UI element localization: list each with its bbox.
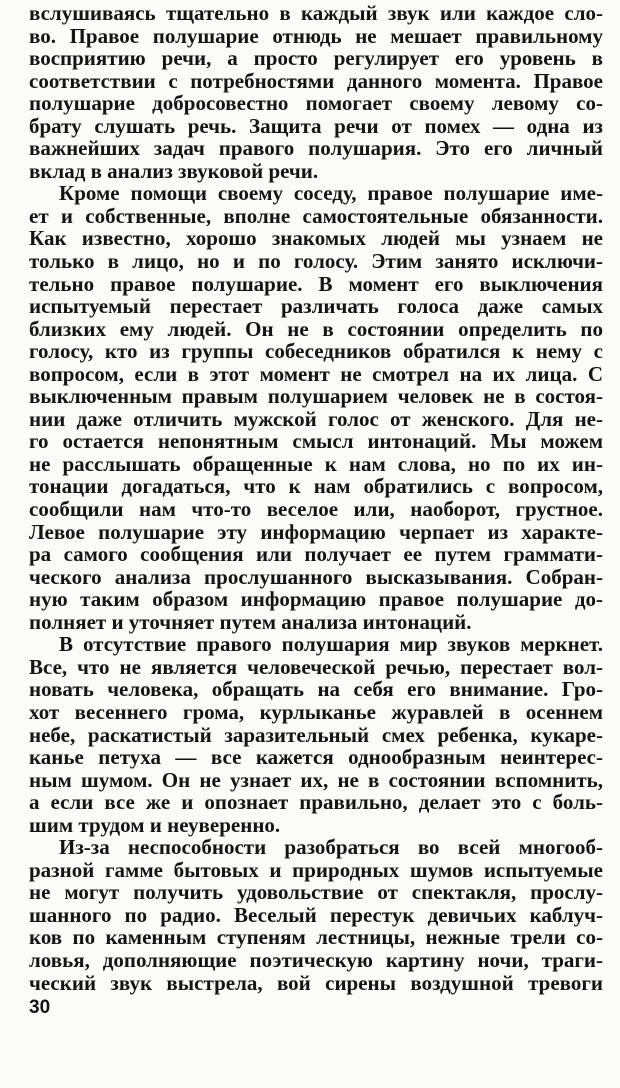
text-line: вслушиваясь тщательно в каждый звук или каждое сло- bbox=[29, 1, 603, 25]
text-line: небе, раскатистый заразительный смех ребенка, кукаре- bbox=[29, 722, 603, 747]
text-line: Из-за неспособности разобраться во всей многооб- bbox=[59, 835, 603, 860]
text-line: не могут получить удовольствие от спектакля, прослу- bbox=[29, 880, 603, 905]
text-line: В отсутствие правого полушария мир звуков меркнет. bbox=[59, 632, 603, 657]
text-line: во. Правое полушарие отнюдь не мешает правильному bbox=[29, 23, 603, 48]
text-line: голосу, кто из группы собеседников обратился к нему с bbox=[29, 339, 603, 364]
text-line: тонации догадаться, что к нам обратились с вопросом, bbox=[29, 474, 603, 499]
text-line: важнейших задач правого полушария. Это его личный bbox=[29, 136, 603, 161]
text-line: ков по каменным ступеням лестницы, нежные трели со- bbox=[29, 925, 603, 950]
text-line: соответствии с потребностями данного момента. Правое bbox=[29, 68, 603, 93]
text-line: ную таким образом информацию правое полушарие до- bbox=[29, 587, 603, 612]
text-line: а если все же и опознает правильно, делает это с боль- bbox=[29, 790, 603, 815]
text-line: полняет и уточняет путем анализа интонаций. bbox=[29, 609, 472, 634]
text-line: Левое полушарие эту информацию черпает из характе- bbox=[29, 519, 603, 544]
text-line: полушарие добросовестно помогает своему левому со- bbox=[29, 91, 603, 116]
text-line: вклад в анализ звуковой речи. bbox=[29, 158, 319, 183]
text-line: только в лицо, но и по голосу. Этим занято исключи- bbox=[29, 249, 603, 274]
text-line: вопросом, если в этот момент не смотрел на их лица. С bbox=[29, 361, 603, 386]
text-line: ловья, дополняющие поэтическую картину ночи, траги- bbox=[29, 947, 603, 972]
text-line: близких ему людей. Он не в состоянии определить по bbox=[29, 316, 603, 341]
text-line: не расслышать обращенные к нам слова, но по их ин- bbox=[29, 451, 603, 476]
text-line: ческого анализа прослушанного высказывания. Собран- bbox=[29, 564, 603, 589]
text-line: канье петуха — все кажется однообразным неинтерес- bbox=[29, 745, 603, 770]
text-line: брату слушать речь. Защита речи от помех — одна из bbox=[29, 113, 603, 138]
text-line: сообщили нам что-то веселое или, наоборот, грустное. bbox=[29, 497, 603, 522]
text-line: хот весеннего грома, курлыканье журавлей в осеннем bbox=[29, 699, 603, 724]
text-line: испытуемый перестает различать голоса даже самых bbox=[29, 294, 603, 319]
text-line: Все, что не является человеческой речью, перестает вол- bbox=[29, 654, 603, 679]
text-line: шанного по радио. Веселый перестук девичьих каблуч- bbox=[29, 902, 603, 927]
text-line: тельно правое полушарие. В момент его выключения bbox=[29, 271, 603, 296]
body-text bbox=[29, 2, 603, 994]
text-line: восприятию речи, а просто регулирует его уровень в bbox=[29, 46, 603, 71]
text-line: ра самого сообщения или получает ее путем граммати- bbox=[29, 542, 603, 567]
text-line: разной гамме бытовых и природных шумов испытуемые bbox=[29, 857, 603, 882]
text-line: ным шумом. Он не узнает их, не в состоянии вспомнить, bbox=[29, 767, 603, 792]
text-line: Как известно, хорошо знакомых людей мы узнаем не bbox=[29, 226, 603, 251]
text-line: го остается непонятным смысл интонаций. Мы можем bbox=[29, 429, 603, 454]
page-number: 30 bbox=[29, 997, 51, 1018]
text-line: шим трудом и неуверенно. bbox=[29, 812, 281, 837]
text-line: новать человека, обращать на себя его внимание. Гро- bbox=[29, 677, 603, 702]
text-line: выключенным правым полушарием человек не в состоя- bbox=[29, 384, 603, 409]
text-line: ческий звук выстрела, вой сирены воздушной тревоги bbox=[29, 970, 603, 995]
text-line: нии даже отличить мужской голос от женского. Для не- bbox=[29, 406, 603, 431]
text-line: ет и собственные, вполне самостоятельные обязанности. bbox=[29, 203, 603, 228]
text-line: Кроме помощи своему соседу, правое полушарие име- bbox=[59, 181, 603, 206]
